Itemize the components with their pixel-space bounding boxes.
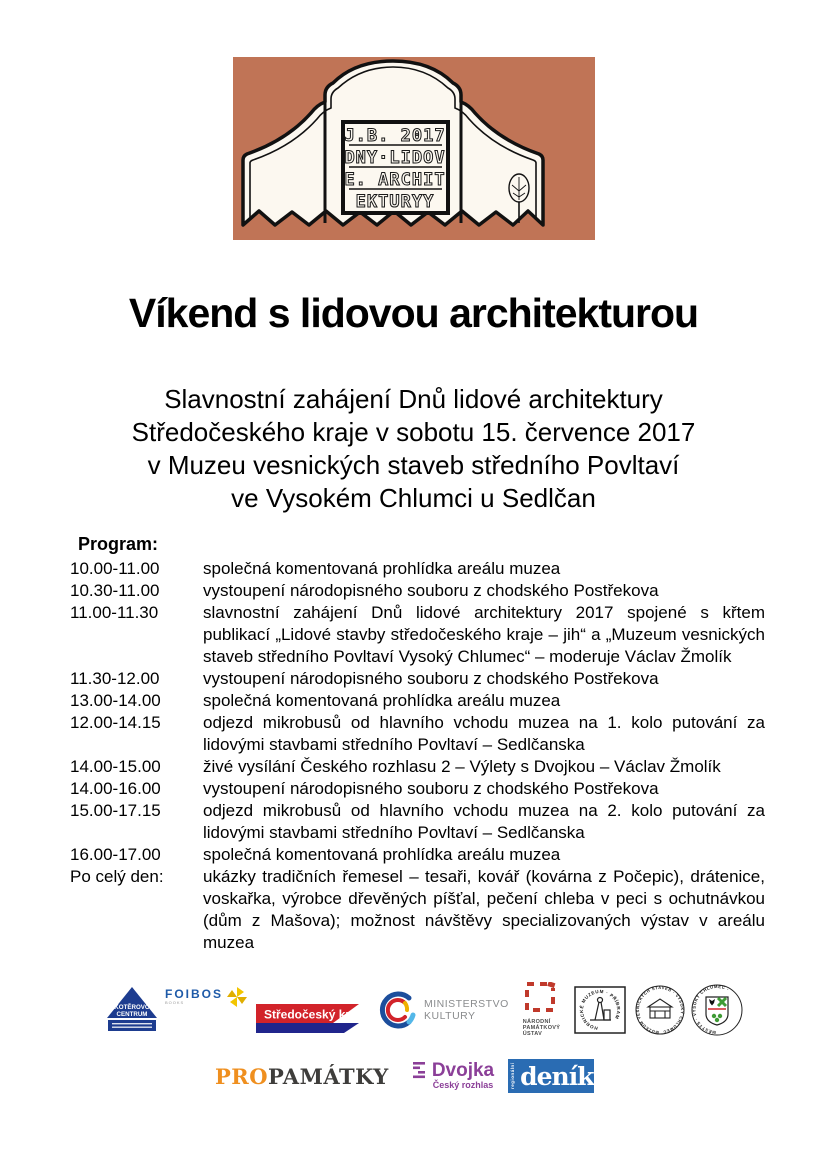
program-section [70,534,765,954]
program-time: Po celý den: [70,867,164,886]
denik-regional-label: regionální [510,1062,516,1090]
page-title: Víkend s lidovou architekturou [128,290,699,336]
program-row [70,756,765,778]
program-desc: vystoupení národopisného souboru z chodského Postřekova [203,779,659,798]
hornicke-muzeum-pribram-logo [574,986,626,1034]
ministerstvo-kultury-logo [376,989,509,1031]
muzeum-vesnickych-staveb-logo [635,985,685,1035]
program-time: 14.00-16.00 [70,779,161,798]
program-desc: vystoupení národopisného souboru z chodského Postřekova [203,581,659,600]
foibos-name: FOIBOS [165,987,224,1001]
stredocesky-kraj-logo [256,1003,364,1035]
koterovo-centrum-logo [105,985,159,1035]
program-desc: slavnostní zahájení Dnů lidové architektury 2017 spojené s křtem publikací „Lidové stavby středočeského kraje – jih“ a „Muzeum vesnických staveb středního Povltaví Vysoký Chlumec“ – moderuje Václav Žmolík [203,603,765,666]
program-time: 12.00-14.15 [70,713,161,732]
propamatky-part-1: PRO [215,1063,269,1089]
program-row [70,690,765,712]
sponsor-logos-row-2 [215,1056,827,1096]
npu-line-2: PAMÁTKOVÝ [522,1025,561,1031]
program-time: 15.00-17.15 [70,801,161,820]
subtitle-line: v Muzeu vesnických staveb středního Povltaví [147,450,680,480]
logo-panel-line-4: EKTURYY [355,192,435,212]
subtitle-line: ve Vysokém Chlumci u Sedlčan [231,483,596,513]
mestys-name: MĚSTYS · VYSOKÝ CHLUMEC · [691,984,731,1036]
npu-mark-icon [523,982,557,1012]
program-time: 11.30-12.00 [70,669,160,688]
program-row [70,844,765,866]
denik-name: deník [520,1061,594,1091]
foibos-pinwheel-icon [226,986,248,1008]
hornicke-muzeum-name: HORNICKÉ MUZEUM · PŘÍBRAM [579,988,622,1031]
npu-line-1: NÁRODNÍ [522,1019,551,1025]
koterovo-line-2: CENTRUM [116,1011,148,1018]
program-time: 13.00-14.00 [70,691,161,710]
program-time: 11.00-11.30 [70,603,159,622]
program-desc: živé vysílání Českého rozhlasu 2 – Výlety s Dvojkou – Václav Žmolík [203,757,721,776]
npu-line-3: ÚSTAV [522,1031,543,1037]
foibos-sub: BOOKS [165,1000,185,1005]
mestys-vysoky-chlumec-logo [691,984,743,1036]
program-row [70,580,765,602]
propamatky-logo [215,1064,389,1089]
program-desc: společná komentovaná prohlídka areálu muzea [203,845,561,864]
program-row [70,866,765,954]
program-desc: ukázky tradičních řemesel – tesaři, kovář (kovárna z Počepic), drátenice, voskařka, výrobce dřevěných píšťal, pečení chleba v peci s ochutnávkou (dům z Mašova); možnost návštěvy specializovaných výstav v areálu muzea [203,867,765,952]
coat-of-arms-icon [706,997,728,1025]
program-time: 14.00-15.00 [70,757,161,776]
program-row [70,602,765,668]
program-desc: odjezd mikrobusů od hlavního vchodu muzea na 1. kolo putování za lidovými stavbami středního Povltaví – Sedlčanska [203,713,765,754]
event-logo-banner [233,57,595,240]
logo-panel-line-1: J.B. 2017 [344,126,446,146]
event-subtitle [0,383,827,515]
npu-logo [523,982,560,1037]
dvojka-bars-icon [411,1061,427,1083]
muzeum-vesnickych-staveb-name: MUZEUM VESNICKÝCH STAVEB · VYSOKÝ CHLUMEC [635,985,686,1035]
ministerstvo-line-2: KULTURY [424,1010,476,1022]
propamatky-part-2: PAMÁTKY [268,1063,389,1089]
denik-logo [508,1059,594,1093]
program-row [70,800,765,844]
dvojka-cesky-rozhlas-logo [411,1061,494,1091]
program-desc: společná komentovaná prohlídka areálu muzea [203,559,561,578]
program-row [70,558,765,580]
sponsor-logos-row-1 [105,980,827,1040]
ministerstvo-line-1: MINISTERSTVO [424,998,509,1010]
program-row [70,668,765,690]
folk-architecture-gable-icon [233,57,595,240]
program-desc: odjezd mikrobusů od hlavního vchodu muzea na 2. kolo putování za lidovými stavbami středního Povltaví – Sedlčanska [203,801,765,842]
program-row [70,712,765,756]
program-time: 10.30-11.00 [70,581,160,600]
program-time: 16.00-17.00 [70,845,161,864]
subtitle-line: Středočeského kraje v sobotu 15. července 2017 [131,417,696,447]
dvojka-name: Dvojka [431,1060,495,1081]
program-heading: Program: [78,534,159,554]
program-desc: vystoupení národopisného souboru z chodského Postřekova [203,669,659,688]
subtitle-line: Slavnostní zahájení Dnů lidové architektury [164,384,663,414]
program-desc: společná komentovaná prohlídka areálu muzea [203,691,561,710]
dvojka-sub: Český rozhlas [432,1080,494,1090]
program-time: 10.00-11.00 [70,559,160,578]
program-row [70,778,765,800]
ministerstvo-kultury-icon [376,989,418,1031]
logo-panel-line-3: E. ARCHIT [344,170,446,190]
stredocesky-kraj-name: Středočeský kraj [264,1007,361,1022]
koterovo-line-1: KOTĚROVO [114,1004,150,1011]
logo-panel-line-2: DNY·LIDOV [344,148,446,168]
foibos-logo [165,988,248,1008]
